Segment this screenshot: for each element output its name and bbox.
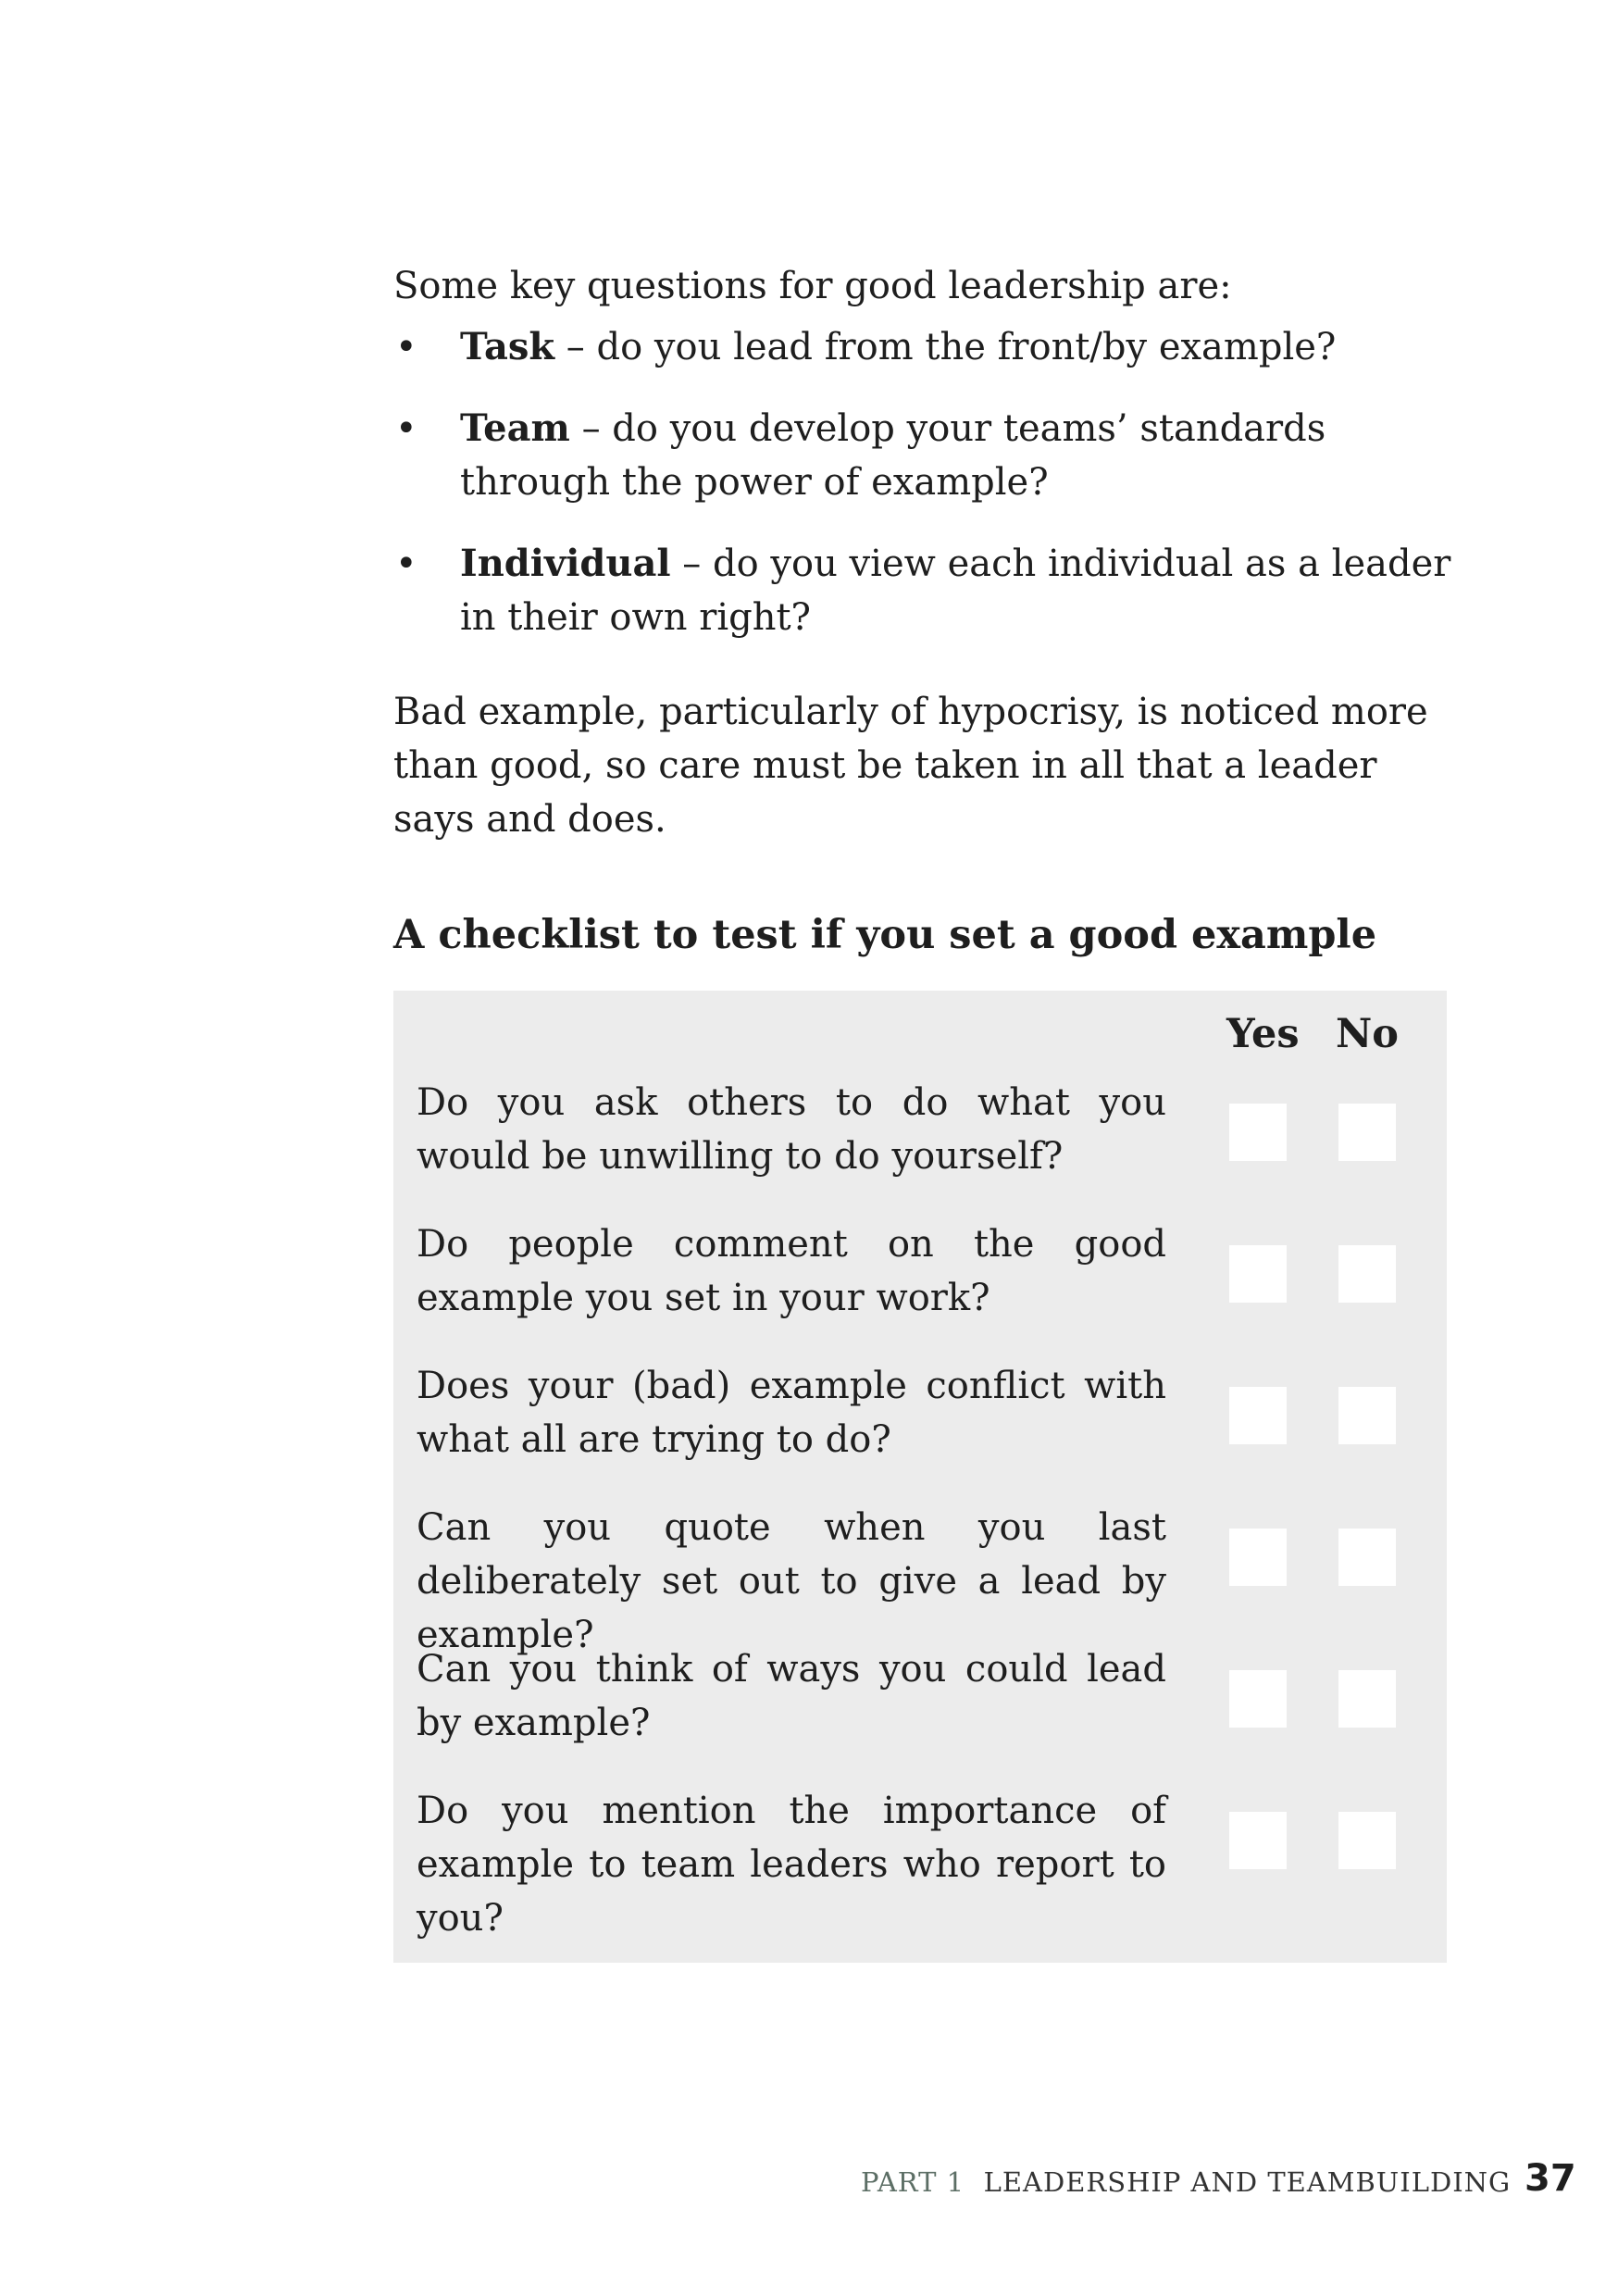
list-item — [393, 537, 1458, 644]
bullet-term: Individual — [460, 542, 671, 585]
no-checkbox[interactable] — [1338, 1245, 1396, 1303]
intro-text: Some key questions for good leadership are: — [393, 265, 1232, 307]
list-item — [393, 320, 1458, 374]
yes-checkbox[interactable] — [1229, 1245, 1287, 1303]
checklist-row — [393, 1217, 1447, 1359]
checklist-question: Do you ask others to do what you would be unwilling to do yourself? — [417, 1081, 1166, 1178]
yes-checkbox[interactable] — [1229, 1812, 1287, 1869]
checklist-row — [393, 1359, 1447, 1501]
no-checkbox[interactable] — [1338, 1104, 1396, 1161]
checklist-question: Can you think of ways you could lead by example? — [417, 1648, 1166, 1744]
bullet-text: – do you lead from the front/by example? — [554, 326, 1337, 368]
no-checkbox[interactable] — [1338, 1812, 1396, 1869]
page-number: 37 — [1525, 2157, 1576, 2200]
bullet-icon: • — [395, 543, 417, 585]
checklist-row — [393, 1642, 1447, 1784]
key-questions-list — [393, 320, 1458, 644]
yes-column-header: Yes — [1226, 1011, 1300, 1057]
bullet-term: Task — [460, 325, 555, 368]
checklist-question: Can you quote when you last deliberately set out to give a lead by example? — [417, 1506, 1166, 1656]
checklist-row — [393, 1076, 1447, 1217]
no-checkbox[interactable] — [1338, 1387, 1396, 1444]
yes-checkbox[interactable] — [1229, 1529, 1287, 1586]
bullet-text: – do you develop your teams’ standards through the power of example? — [460, 407, 1326, 504]
body-paragraph: Bad example, particularly of hypocrisy, is noticed more than good, so care must be taken in all that a leader says and does. — [393, 691, 1428, 841]
checklist-row — [393, 1784, 1447, 1940]
bullet-icon: • — [395, 407, 417, 450]
footer-section: LEADERSHIP AND TEAMBUILDING — [983, 2166, 1512, 2198]
yes-checkbox[interactable] — [1229, 1104, 1287, 1161]
checklist-row — [393, 1501, 1447, 1656]
checklist-title: A checklist to test if you set a good example — [393, 912, 1377, 958]
no-checkbox[interactable] — [1338, 1529, 1396, 1586]
checklist-question: Do people comment on the good example you set in your work? — [417, 1223, 1166, 1319]
no-checkbox[interactable] — [1338, 1670, 1396, 1728]
no-column-header: No — [1336, 1011, 1399, 1057]
yes-checkbox[interactable] — [1229, 1670, 1287, 1728]
checklist-box — [393, 991, 1447, 1963]
bullet-term: Team — [460, 406, 570, 450]
bullet-text: – do you view each individual as a leader in their own right? — [460, 543, 1451, 639]
footer-part: PART 1 — [861, 2166, 965, 2198]
checklist-question: Does your (bad) example conflict with what all are trying to do? — [417, 1365, 1166, 1461]
list-item — [393, 402, 1458, 509]
running-footer — [861, 2166, 1511, 2198]
checklist-question: Do you mention the importance of example to team leaders who report to you? — [417, 1790, 1166, 1940]
bullet-icon: • — [395, 326, 417, 368]
checklist-header — [393, 1011, 1447, 1076]
page-content — [393, 259, 1458, 1963]
yes-checkbox[interactable] — [1229, 1387, 1287, 1444]
